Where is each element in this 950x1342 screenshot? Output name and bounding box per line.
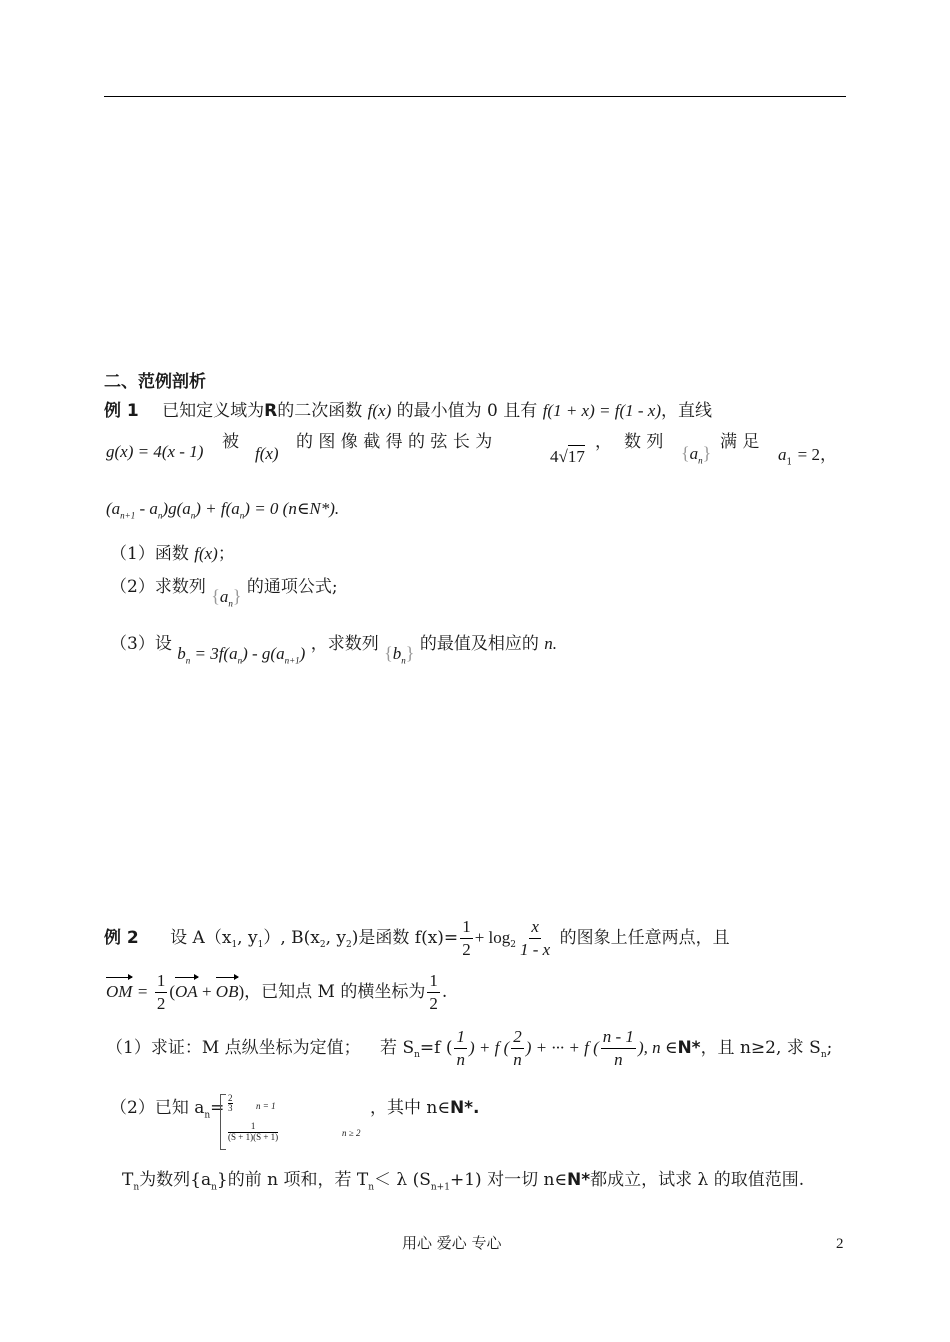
ex2-question-1: （1）求证：M 点纵坐标为定值； 若 $S_n=f$ ( $\frac{1}{n}$ ) + f ( $\frac{2}{n}$ ) + ··· + f ( $\frac{n - 1}{n}$ ), n ∈N*，且 n≥2, 求 $S_n$; (106, 1027, 833, 1069)
example-1-label: 例 1 (104, 401, 139, 421)
section-title: 二、范例剖析 (104, 372, 206, 392)
ex2-tn-condition: $T_n$为数列$\{a_n\}$的前 n 项和，若 $T_n< \lambda$ $(S_{n+1}+1)$ 对一切 n∈N*都成立，试求 λ 的取值范围. (122, 1170, 805, 1193)
text-bei: 被 (222, 432, 239, 452)
fx-2: f(x) (255, 444, 279, 463)
piecewise-definition: 2 3 n = 1 1 (S + 1)(S + 1) n ≥ 2 (220, 1094, 380, 1150)
satisfies-text: 满 足 (720, 432, 760, 452)
example-2-label: 例 2 (104, 927, 139, 948)
example-1-line-1: 例 1 已知定义域为R的二次函数 f(x) 的最小值为 0 且有 f(1 + x) = f(1 - x)，直线 (104, 401, 712, 421)
seq-an: $\{a_n\}$ (681, 443, 712, 466)
example-2-line-2: OM = $\frac{1}{2}$ (OA + OB)，已知点 M 的横坐标为 $\frac{1}{2}$ . (106, 971, 448, 1013)
comma: ， (595, 432, 612, 452)
chord-length: 4√17 (550, 447, 585, 466)
page-number: 2 (836, 1236, 844, 1252)
ex2-question-2: （2）已知 $a_n=$ (110, 1098, 225, 1121)
g-definition: g(x) = 4(x - 1) (106, 442, 204, 461)
ex1-question-2: （2）求数列 $\{a_n\}$ 的通项公式; (110, 577, 338, 609)
footer-center: 用心 爱心 专心 (402, 1234, 502, 1252)
example-2-line-1: 例 2 设 $A(x_1$, $y_1$）, $B(x_2$, $y_2$)是函数 f(x)= $\frac{1}{2}$ + $\log_2$ $\frac{x}{1 - x}$ 的图象上任意两点，且 (104, 917, 730, 959)
seq-text: 数 列 (624, 432, 664, 452)
chord-text: 的 图 像 截 得 的 弦 长 为 (296, 432, 493, 452)
recurrence: $(a_{n+1} - a_n)g(a_n) + f(a_n) = 0$ (n∈N*). (106, 499, 340, 521)
a1-condition: $a_1 = 2$， (778, 445, 837, 468)
header-rule (104, 96, 846, 97)
ex1-question-3: （3）设 $b_n = 3f(a_n) - g(a_{n+1})$ ，求数列 $\{b_n\}$ 的最值及相应的 n. (110, 634, 557, 666)
ex1-question-1: （1）函数 f(x)； (110, 544, 235, 564)
ex2-question-2-tail: ，其中 n∈N*. (370, 1098, 480, 1118)
